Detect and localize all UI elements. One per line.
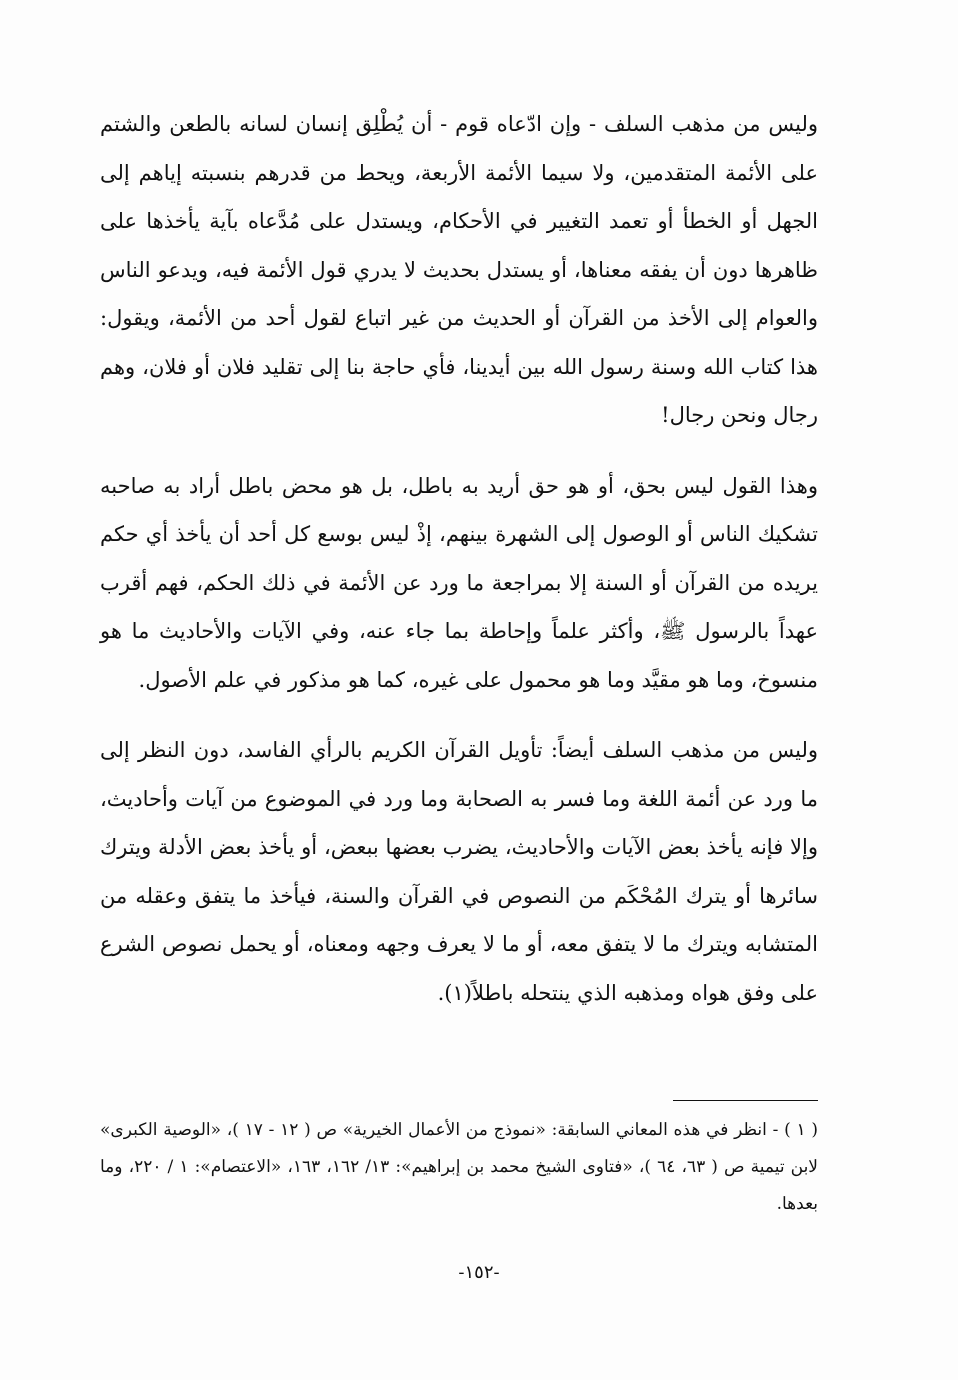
paragraph-salaf-slander: وليس من مذهب السلف - وإن ادّعاه قوم - أن يُطْلِق إنسان لسانه بالطعن والشتم على الأئمة المتقدمين، ولا سيما الأئمة الأربعة، ويحط من قدرهم بنسبته إياهم إلى الجهل أو الخطأ أو تعمد التغيير في الأحكام، ويستدل على مُدَّعاه بآية يأخذها على ظاهرها دون أن يفقه معناها، أو يستدل بحديث لا يدري قول الأئمة فيه، ويدعو الناس والعوام إلى الأخذ من القرآن أو الحديث من غير اتباع لقول أحد من الأئمة، ويقول: هذا كتاب الله وسنة رسول الله بين أيدينا، فأي حاجة بنا إلى تقليد فلان أو فلان، وهم رجال ونحن رجال! [100,112,818,427]
footnote: ( ١ ) - انظر في هذه المعاني السابقة: «نموذج من الأعمال الخيرية» ص ( ١٢ - ١٧ )، «الوصية الكبرى» لابن تيمية ص ( ٦٣، ٦٤ )، «فتاوى الشيخ محمد بن إبراهيم»: ١٣/ ١٦٢، ١٦٣، «الاعتصام»: ١ / ٢٢٠، وما بعدها. [100,1120,819,1214]
footnote-separator [673,1100,818,1101]
paragraph-interpretation: وليس من مذهب السلف أيضاً: تأويل القرآن الكريم بالرأي الفاسد، دون النظر إلى ما ورد عن أئمة اللغة وما فسر به الصحابة وما ورد في الموضوع من آيات وأحاديث، وإلا فإنه يأخذ بعض الآيات والأحاديث، يضرب بعضها ببعض، أو يأخذ بعض الأدلة ويترك سائرها أو يترك المُحْكَم من النصوص في القرآن والسنة، فيأخذ ما يتفق وعقله من المتشابه ويترك ما لا يتفق معه، أو ما لا يعرف وجهه ومعناه، أو يحمل نصوص الشرع على وفق هواه ومذهبه الذي ينتحله باطلاً(١). [100,738,818,1005]
paragraph-false-claim: وهذا القول ليس بحق، أو هو حق أريد به باطل، بل هو محض باطل أراد به صاحبه تشكيك الناس أو الوصول إلى الشهرة بينهم، إذْ ليس بوسع كل أحد أن يأخذ أي حكم يريده من القرآن أو السنة إلا بمراجعة ما ورد عن الأئمة في ذلك الحكم، فهم أقرب عهداً بالرسول ﷺ، وأكثر علماً وإحاطة بما جاء عنه، وفي الآيات والأحاديث ما هو منسوخ، وما هو مقيَّد وما هو محمول على غيره، كما هو مذكور في علم الأصول. [100,473,818,692]
main-text [100,100,818,1039]
page-number: -١٥٢- [458,1262,500,1283]
